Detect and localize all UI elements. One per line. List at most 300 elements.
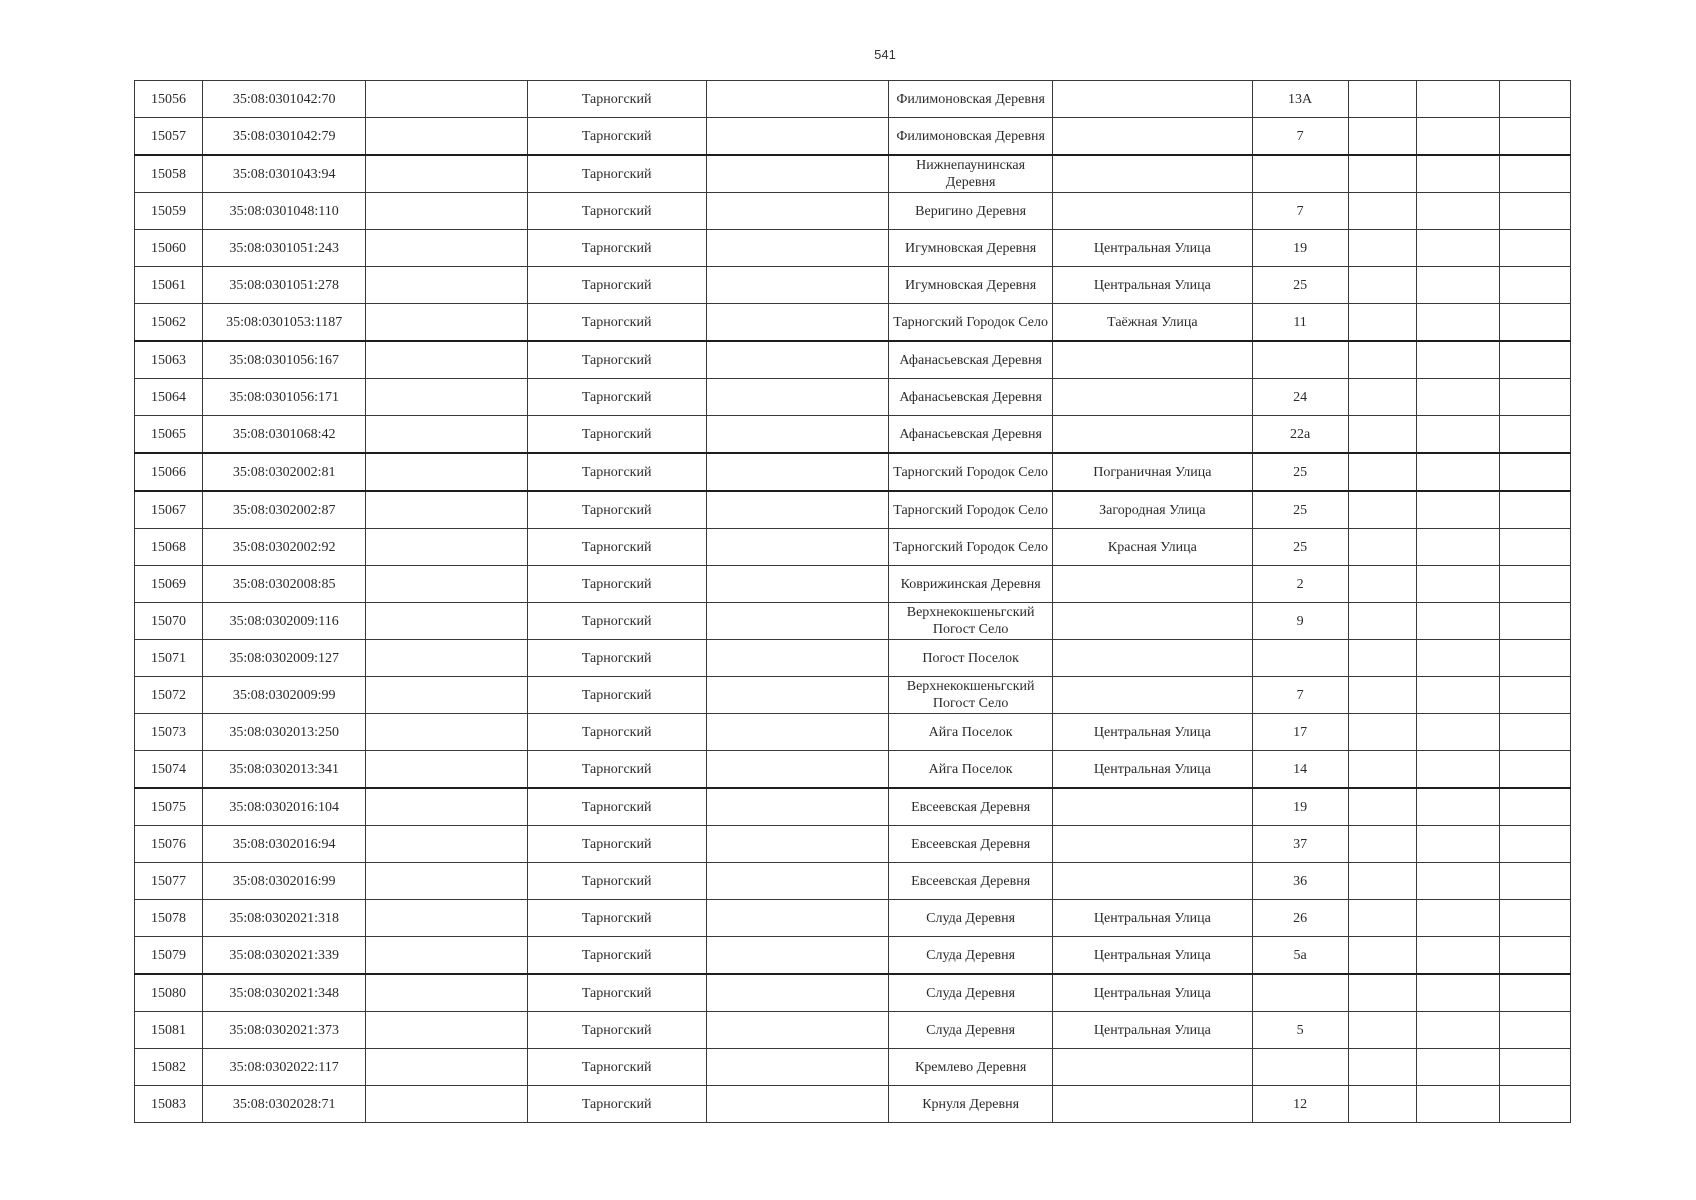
empty-cell [1499,788,1570,826]
empty-cell [706,267,888,304]
empty-cell [366,714,527,751]
empty-cell [1499,341,1570,379]
cadastral-number-cell: 35:08:0302016:99 [203,863,366,900]
cadastral-number-cell: 35:08:0302021:348 [203,974,366,1012]
cadastral-number-cell: 35:08:0302008:85 [203,566,366,603]
empty-cell [366,900,527,937]
table-row [135,603,1571,640]
house-number-cell: 9 [1252,603,1348,640]
locality-cell: Слуда Деревня [889,1012,1053,1049]
empty-cell [706,230,888,267]
empty-cell [1416,193,1499,230]
table-row [135,491,1571,529]
table-row [135,118,1571,156]
table-row [135,863,1571,900]
empty-cell [1499,640,1570,677]
cadastral-number-cell: 35:08:0302021:339 [203,937,366,975]
record-number-cell: 15074 [135,751,203,789]
empty-cell [706,118,888,156]
empty-cell [706,529,888,566]
district-cell: Тарногский [527,529,706,566]
record-number-cell: 15066 [135,453,203,491]
cadastral-number-cell: 35:08:0302028:71 [203,1086,366,1123]
cadastral-number-cell: 35:08:0301053:1187 [203,304,366,342]
house-number-cell: 7 [1252,118,1348,156]
district-cell: Тарногский [527,453,706,491]
house-number-cell: 17 [1252,714,1348,751]
empty-cell [366,751,527,789]
record-number-cell: 15060 [135,230,203,267]
table-row [135,937,1571,975]
empty-cell [1416,304,1499,342]
house-number-cell [1252,155,1348,193]
empty-cell [1499,230,1570,267]
empty-cell [366,788,527,826]
empty-cell [1348,826,1416,863]
empty-cell [1348,1086,1416,1123]
cadastral-number-cell: 35:08:0302016:104 [203,788,366,826]
locality-cell: Филимоновская Деревня [889,81,1053,118]
district-cell: Тарногский [527,118,706,156]
street-cell [1053,193,1252,230]
empty-cell [1416,900,1499,937]
street-cell [1053,1086,1252,1123]
street-cell [1053,416,1252,454]
locality-cell: Евсеевская Деревня [889,863,1053,900]
record-number-cell: 15083 [135,1086,203,1123]
street-cell: Центральная Улица [1053,230,1252,267]
record-number-cell: 15068 [135,529,203,566]
table-row [135,453,1571,491]
empty-cell [1416,788,1499,826]
street-cell [1053,640,1252,677]
district-cell: Тарногский [527,491,706,529]
empty-cell [1416,566,1499,603]
empty-cell [1499,863,1570,900]
table-row [135,1012,1571,1049]
locality-cell: Крнуля Деревня [889,1086,1053,1123]
empty-cell [706,788,888,826]
street-cell [1053,1049,1252,1086]
record-number-cell: 15065 [135,416,203,454]
district-cell: Тарногский [527,937,706,975]
street-cell: Центральная Улица [1053,937,1252,975]
cadastral-number-cell: 35:08:0301056:171 [203,379,366,416]
empty-cell [1416,863,1499,900]
district-cell: Тарногский [527,267,706,304]
house-number-cell: 19 [1252,230,1348,267]
empty-cell [1499,603,1570,640]
empty-cell [1499,304,1570,342]
cadastral-number-cell: 35:08:0301068:42 [203,416,366,454]
house-number-cell: 13А [1252,81,1348,118]
empty-cell [706,751,888,789]
empty-cell [1499,1049,1570,1086]
empty-cell [1416,81,1499,118]
empty-cell [1348,416,1416,454]
house-number-cell: 5 [1252,1012,1348,1049]
empty-cell [706,677,888,714]
empty-cell [1499,155,1570,193]
table-row [135,1049,1571,1086]
empty-cell [706,491,888,529]
record-number-cell: 15064 [135,379,203,416]
house-number-cell: 25 [1252,491,1348,529]
cadastral-number-cell: 35:08:0302002:87 [203,491,366,529]
empty-cell [366,603,527,640]
empty-cell [1348,81,1416,118]
district-cell: Тарногский [527,677,706,714]
empty-cell [366,1049,527,1086]
empty-cell [706,1012,888,1049]
street-cell: Центральная Улица [1053,974,1252,1012]
table-row [135,974,1571,1012]
locality-cell: Тарногский Городок Село [889,529,1053,566]
district-cell: Тарногский [527,193,706,230]
empty-cell [1499,900,1570,937]
empty-cell [366,416,527,454]
empty-cell [1348,788,1416,826]
empty-cell [1416,1012,1499,1049]
table-row [135,267,1571,304]
empty-cell [1416,491,1499,529]
street-cell: Красная Улица [1053,529,1252,566]
house-number-cell: 7 [1252,677,1348,714]
cadastral-number-cell: 35:08:0302002:92 [203,529,366,566]
house-number-cell: 19 [1252,788,1348,826]
cadastral-number-cell: 35:08:0302022:117 [203,1049,366,1086]
page-number: 541 [874,47,896,62]
cadastral-number-cell: 35:08:0302009:99 [203,677,366,714]
empty-cell [1348,1012,1416,1049]
empty-cell [1499,193,1570,230]
locality-cell: Евсеевская Деревня [889,826,1053,863]
empty-cell [1348,863,1416,900]
house-number-cell: 36 [1252,863,1348,900]
empty-cell [1499,81,1570,118]
empty-cell [706,714,888,751]
empty-cell [1416,267,1499,304]
empty-cell [1499,1086,1570,1123]
empty-cell [1499,1012,1570,1049]
record-number-cell: 15072 [135,677,203,714]
empty-cell [706,640,888,677]
empty-cell [1348,900,1416,937]
table-row [135,788,1571,826]
table-row [135,341,1571,379]
empty-cell [706,81,888,118]
street-cell [1053,379,1252,416]
empty-cell [1348,566,1416,603]
table-row [135,529,1571,566]
locality-cell: Афанасьевская Деревня [889,341,1053,379]
street-cell: Центральная Улица [1053,714,1252,751]
cadastral-number-cell: 35:08:0301042:70 [203,81,366,118]
cadastral-number-cell: 35:08:0301056:167 [203,341,366,379]
empty-cell [1348,155,1416,193]
house-number-cell: 25 [1252,267,1348,304]
empty-cell [366,379,527,416]
district-cell: Тарногский [527,1049,706,1086]
empty-cell [366,1012,527,1049]
empty-cell [366,937,527,975]
locality-cell: Айга Поселок [889,751,1053,789]
empty-cell [1499,118,1570,156]
locality-cell: Тарногский Городок Село [889,304,1053,342]
district-cell: Тарногский [527,603,706,640]
district-cell: Тарногский [527,863,706,900]
empty-cell [1348,341,1416,379]
record-number-cell: 15073 [135,714,203,751]
locality-cell: Верхнекокшеньгский Погост Село [889,603,1053,640]
empty-cell [366,1086,527,1123]
house-number-cell: 5а [1252,937,1348,975]
record-number-cell: 15080 [135,974,203,1012]
empty-cell [1416,341,1499,379]
empty-cell [1416,677,1499,714]
empty-cell [1499,416,1570,454]
empty-cell [706,863,888,900]
district-cell: Тарногский [527,640,706,677]
empty-cell [1348,267,1416,304]
street-cell: Центральная Улица [1053,900,1252,937]
empty-cell [706,1049,888,1086]
empty-cell [1416,118,1499,156]
district-cell: Тарногский [527,900,706,937]
empty-cell [1499,453,1570,491]
registry-body [135,81,1571,1123]
record-number-cell: 15059 [135,193,203,230]
district-cell: Тарногский [527,974,706,1012]
locality-cell: Афанасьевская Деревня [889,379,1053,416]
cadastral-number-cell: 35:08:0301042:79 [203,118,366,156]
empty-cell [1348,640,1416,677]
empty-cell [366,491,527,529]
record-number-cell: 15079 [135,937,203,975]
locality-cell: Кремлево Деревня [889,1049,1053,1086]
empty-cell [1348,603,1416,640]
house-number-cell: 22а [1252,416,1348,454]
cadastral-number-cell: 35:08:0302021:318 [203,900,366,937]
empty-cell [366,826,527,863]
house-number-cell [1252,640,1348,677]
empty-cell [706,304,888,342]
locality-cell: Верхнекокшеньгский Погост Село [889,677,1053,714]
empty-cell [706,1086,888,1123]
street-cell [1053,826,1252,863]
cadastral-number-cell: 35:08:0301043:94 [203,155,366,193]
empty-cell [1499,491,1570,529]
empty-cell [366,81,527,118]
locality-cell: Тарногский Городок Село [889,491,1053,529]
house-number-cell: 11 [1252,304,1348,342]
empty-cell [1348,677,1416,714]
empty-cell [1348,751,1416,789]
empty-cell [366,118,527,156]
empty-cell [1348,974,1416,1012]
record-number-cell: 15078 [135,900,203,937]
empty-cell [1416,230,1499,267]
table-row [135,193,1571,230]
record-number-cell: 15070 [135,603,203,640]
house-number-cell: 12 [1252,1086,1348,1123]
house-number-cell: 25 [1252,529,1348,566]
district-cell: Тарногский [527,81,706,118]
empty-cell [366,267,527,304]
record-number-cell: 15058 [135,155,203,193]
street-cell [1053,677,1252,714]
locality-cell: Веригино Деревня [889,193,1053,230]
record-number-cell: 15057 [135,118,203,156]
locality-cell: Слуда Деревня [889,974,1053,1012]
district-cell: Тарногский [527,379,706,416]
empty-cell [1499,566,1570,603]
registry-table [134,80,1571,1123]
empty-cell [1499,529,1570,566]
locality-cell: Айга Поселок [889,714,1053,751]
district-cell: Тарногский [527,230,706,267]
table-row [135,714,1571,751]
empty-cell [1348,937,1416,975]
record-number-cell: 15062 [135,304,203,342]
empty-cell [366,529,527,566]
empty-cell [366,155,527,193]
empty-cell [1348,118,1416,156]
locality-cell: Погост Поселок [889,640,1053,677]
locality-cell: Тарногский Городок Село [889,453,1053,491]
street-cell: Пограничная Улица [1053,453,1252,491]
table-row [135,304,1571,342]
street-cell [1053,81,1252,118]
cadastral-number-cell: 35:08:0302021:373 [203,1012,366,1049]
street-cell [1053,155,1252,193]
table-row [135,230,1571,267]
empty-cell [366,341,527,379]
empty-cell [1499,751,1570,789]
district-cell: Тарногский [527,1086,706,1123]
empty-cell [1348,529,1416,566]
empty-cell [1348,379,1416,416]
empty-cell [366,566,527,603]
empty-cell [1348,491,1416,529]
empty-cell [1499,379,1570,416]
empty-cell [706,974,888,1012]
house-number-cell: 24 [1252,379,1348,416]
empty-cell [1348,304,1416,342]
cadastral-number-cell: 35:08:0302002:81 [203,453,366,491]
empty-cell [1499,677,1570,714]
house-number-cell [1252,341,1348,379]
table-row [135,81,1571,118]
empty-cell [706,155,888,193]
locality-cell: Слуда Деревня [889,937,1053,975]
record-number-cell: 15061 [135,267,203,304]
empty-cell [1416,974,1499,1012]
district-cell: Тарногский [527,304,706,342]
empty-cell [366,863,527,900]
empty-cell [1499,937,1570,975]
locality-cell: Афанасьевская Деревня [889,416,1053,454]
record-number-cell: 15067 [135,491,203,529]
empty-cell [706,937,888,975]
empty-cell [1416,937,1499,975]
empty-cell [366,677,527,714]
house-number-cell: 25 [1252,453,1348,491]
locality-cell: Игумновская Деревня [889,267,1053,304]
house-number-cell: 37 [1252,826,1348,863]
empty-cell [1416,416,1499,454]
table-row [135,155,1571,193]
house-number-cell: 2 [1252,566,1348,603]
empty-cell [366,193,527,230]
record-number-cell: 15056 [135,81,203,118]
empty-cell [1416,826,1499,863]
empty-cell [706,566,888,603]
district-cell: Тарногский [527,751,706,789]
district-cell: Тарногский [527,416,706,454]
empty-cell [1416,529,1499,566]
empty-cell [1499,267,1570,304]
street-cell: Загородная Улица [1053,491,1252,529]
empty-cell [1348,714,1416,751]
locality-cell: Евсеевская Деревня [889,788,1053,826]
cadastral-number-cell: 35:08:0301051:278 [203,267,366,304]
table-row [135,416,1571,454]
cadastral-number-cell: 35:08:0302009:116 [203,603,366,640]
district-cell: Тарногский [527,788,706,826]
street-cell: Центральная Улица [1053,267,1252,304]
empty-cell [1348,453,1416,491]
empty-cell [1416,640,1499,677]
empty-cell [366,640,527,677]
empty-cell [366,453,527,491]
empty-cell [706,826,888,863]
locality-cell: Филимоновская Деревня [889,118,1053,156]
empty-cell [1348,193,1416,230]
record-number-cell: 15071 [135,640,203,677]
record-number-cell: 15069 [135,566,203,603]
table-row [135,677,1571,714]
district-cell: Тарногский [527,341,706,379]
cadastral-number-cell: 35:08:0301051:243 [203,230,366,267]
cadastral-number-cell: 35:08:0302013:250 [203,714,366,751]
house-number-cell: 7 [1252,193,1348,230]
record-number-cell: 15063 [135,341,203,379]
district-cell: Тарногский [527,714,706,751]
locality-cell: Нижнепаунинская Деревня [889,155,1053,193]
empty-cell [1416,155,1499,193]
street-cell: Центральная Улица [1053,1012,1252,1049]
cadastral-number-cell: 35:08:0302013:341 [203,751,366,789]
locality-cell: Коврижинская Деревня [889,566,1053,603]
empty-cell [706,900,888,937]
street-cell: Таёжная Улица [1053,304,1252,342]
empty-cell [1348,230,1416,267]
table-row [135,1086,1571,1123]
empty-cell [706,193,888,230]
empty-cell [366,304,527,342]
empty-cell [1499,974,1570,1012]
empty-cell [1416,379,1499,416]
street-cell [1053,863,1252,900]
empty-cell [706,379,888,416]
street-cell [1053,118,1252,156]
house-number-cell [1252,1049,1348,1086]
empty-cell [1416,1049,1499,1086]
empty-cell [1416,714,1499,751]
house-number-cell [1252,974,1348,1012]
cadastral-number-cell: 35:08:0301048:110 [203,193,366,230]
